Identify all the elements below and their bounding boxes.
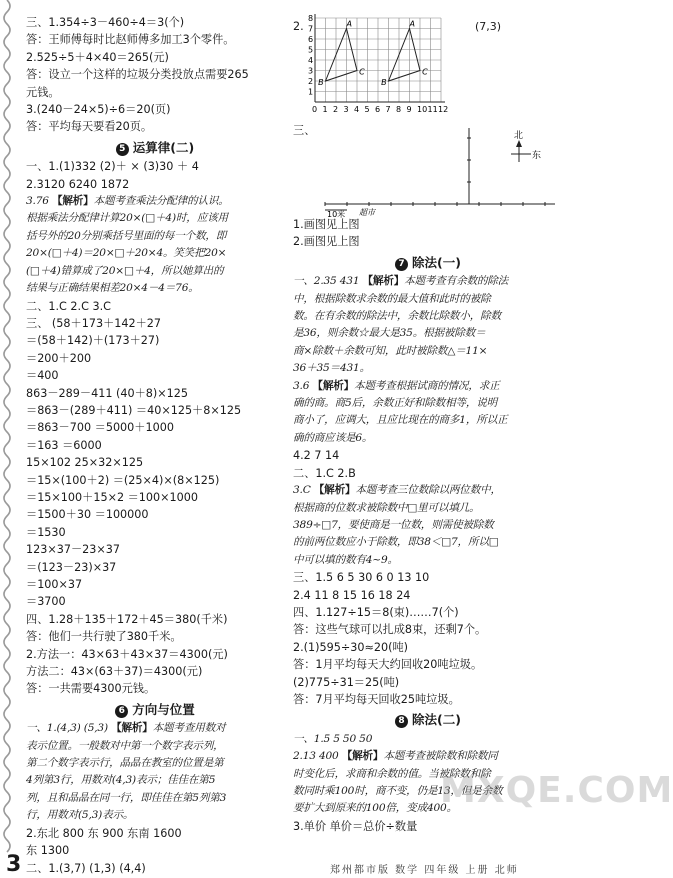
text-line: 答：平均每天要看20页。 <box>26 120 153 134</box>
left-column <box>26 14 284 877</box>
x-tick-label: 4 <box>354 105 360 114</box>
y-tick-label: 3 <box>308 66 314 76</box>
x-tick-label: 2 <box>333 105 339 114</box>
text-line: 数。在有余数的除法中，余数比除数小，除数 <box>293 310 501 323</box>
y-tick-label: 8 <box>308 14 314 23</box>
text-line: 二、1.C 2.C 3.C <box>26 299 111 313</box>
text-line: ＝1500＋30 ＝100000 <box>26 508 149 522</box>
text-line: 表示位置。一般数对中第一个数字表示列， <box>26 739 224 752</box>
section-title: 除法(一) <box>412 254 461 270</box>
text-line: 2.4 11 8 15 16 18 24 <box>293 588 411 602</box>
text-line: ＝(58＋142)＋(173＋27) <box>26 334 160 348</box>
x-tick-label: 8 <box>396 105 402 114</box>
text-line: ＝400 <box>26 369 59 383</box>
text-line: 2.东北 800 东 900 东南 1600 <box>26 826 182 840</box>
text-line: 的前两位数应小于除数，即38＜□7，所以□ <box>293 536 499 549</box>
section-three-label: 三、 <box>293 124 316 137</box>
text-line: 是36，则余数☆最大是35。根据被除数＝ <box>293 327 486 340</box>
text-line: 三、1.5 6 5 30 6 0 13 10 <box>293 571 430 585</box>
section-title: 方向与位置 <box>132 701 195 717</box>
answer-block-8 <box>293 818 563 835</box>
right-column <box>293 14 563 835</box>
text-line: 第二个数字表示行，晶晶在教室的位置是第 <box>26 757 224 770</box>
text-line: 元钱。 <box>26 85 60 99</box>
text-line: 2.13 400 【解析】本题考查被除数和除数同 <box>293 750 498 763</box>
text-line: 2.3120 6240 1872 <box>26 177 130 191</box>
section-header-7 <box>293 254 563 271</box>
vertex-label: C <box>422 67 428 77</box>
text-line: ＝863－(289＋411) ＝40×125＋8×125 <box>26 403 242 417</box>
text-line: 行，用数对(5,3)表示。 <box>26 809 134 822</box>
text-line: ＝1530 <box>26 525 66 539</box>
text-line: ＝163 ＝6000 <box>26 438 102 452</box>
text-line: ＝200＋200 <box>26 351 92 365</box>
place-label: 超市 <box>359 208 375 217</box>
text-line: 中，根据除数求余数的最大值和此时的被除 <box>293 292 491 305</box>
vertex-label: A <box>409 19 415 29</box>
text-line: 方法二：43×(63＋37)＝4300(元) <box>26 665 203 679</box>
text-line: (2)775÷31＝25(吨) <box>293 675 400 689</box>
text-line: 时变化后，求商和余数的值。当被除数和除 <box>293 767 491 780</box>
text-line: ＝15×(100＋2) ＝(25×4)×(8×125) <box>26 473 220 487</box>
text-line: 确的商应该是6。 <box>293 431 373 444</box>
text-line: 863－289－411 (40＋8)×125 <box>26 386 188 400</box>
text-line: 东 1300 <box>26 844 70 858</box>
text-line: 答：王师傅每时比赵师傅多加工3个零件。 <box>26 33 235 47</box>
text-line: 列，且和晶晶在同一行，即佳佳在第5列第3 <box>26 791 227 804</box>
text-line: 389÷□7，要使商是一位数，则需使被除数 <box>293 518 494 531</box>
section-header-8 <box>293 711 563 728</box>
x-tick-label: 1 <box>322 105 328 114</box>
compass-east-label: 东 <box>532 151 542 161</box>
text-line: 数同时乘100时，商不变，仍是13，但是余数 <box>293 785 503 797</box>
text-line: 根据乘法分配律计算20×(□＋4)时，应该用 <box>26 212 228 225</box>
analysis-block-6 <box>26 720 284 824</box>
analysis-block-5 <box>26 193 284 297</box>
x-tick-label: 7 <box>385 105 391 114</box>
section-number-badge: 8 <box>395 715 408 728</box>
text-line: 答：7月平均每天回收25吨垃圾。 <box>293 692 460 706</box>
text-line: 一、1.(4,3) (5,3) 【解析】本题考查用数对 <box>26 722 226 735</box>
text-line: 括号外的20分别乘括号里面的每一个数，即 <box>26 229 227 242</box>
y-tick-label: 4 <box>308 56 314 65</box>
text-line: 三、 (58＋173＋142＋27 <box>26 316 162 330</box>
text-line: 20×(□＋4)＝20×□＋20×4。笑笑把20× <box>26 247 227 260</box>
text-line: 3.76 【解析】本题考查乘法分配律的认识。 <box>26 195 229 208</box>
x-tick-label: 5 <box>364 105 370 114</box>
x-tick-label: 3 <box>343 105 349 114</box>
text-line: 2.方法一：43×63＋43×37＝4300(元) <box>26 647 228 661</box>
y-tick-label: 2 <box>308 77 314 86</box>
compass-icon <box>511 140 531 162</box>
section-number-badge: 5 <box>116 143 129 156</box>
text-line: 结果与正确结果相差20×4－4＝76。 <box>26 282 199 295</box>
text-line: 123×37－23×37 <box>26 543 120 557</box>
text-line: 36＋35＝431。 <box>293 362 370 375</box>
text-line: 四、1.28＋135＋172＋45＝380(千米) <box>26 612 228 626</box>
x-tick-label: 10 <box>417 105 428 114</box>
text-line: 二、1.C 2.B <box>293 466 356 480</box>
text-line: 一、1.(1)332 (2)＋ × (3)30 ＋ 4 <box>26 160 199 174</box>
text-line: ＝863－700 ＝5000＋1000 <box>26 421 174 435</box>
text-line: 4.2 7 14 <box>293 449 340 463</box>
answer-block-5a <box>26 158 284 193</box>
text-line: 答：这些气球可以扎成8束，还剩7个。 <box>293 623 487 637</box>
text-line: 2.画图见上图 <box>293 235 360 249</box>
text-line: 三、1.354÷3－460÷4＝3(个) <box>26 16 185 29</box>
coordinate-answer: (7,3) <box>475 20 502 33</box>
text-line: 确的商。商5后，余数正好和除数相等，说明 <box>293 397 498 410</box>
text-line: 3.6 【解析】本题考查根据试商的情况，求正 <box>293 379 500 392</box>
text-line: 答：一共需要4300元钱。 <box>26 682 156 696</box>
text-line: 答：设立一个这样的垃圾分类投放点需要265 <box>26 68 249 82</box>
text-line: 中可以填的数有4~9。 <box>293 553 398 566</box>
coordinate-grid <box>293 14 473 118</box>
section-number-badge: 6 <box>115 705 128 718</box>
y-tick-label: 7 <box>308 24 314 34</box>
vertex-label: A <box>346 19 352 29</box>
text-line: 根据商的位数求被除数中□里可以填几。 <box>293 501 480 514</box>
scale-label: 10米 <box>327 210 346 219</box>
triangle-translated <box>389 29 421 82</box>
section-number-badge: 7 <box>395 258 408 271</box>
text-line: (□＋4)错算成了20×□＋4，所以她算出的 <box>26 264 224 277</box>
grid-figure <box>293 14 563 118</box>
text-line: 一、1.5 5 50 50 <box>293 732 373 745</box>
text-line: 4列第3行，用数对(4,3)表示；佳佳在第5 <box>26 774 216 787</box>
answer-block-top <box>26 14 284 136</box>
text-line: ＝100×37 <box>26 578 83 591</box>
text-line: 1.画图见上图 <box>293 218 360 231</box>
text-line: 商小了，应调大，且应比现在的商多1，所以正 <box>293 414 508 427</box>
x-tick-label: 9 <box>406 105 412 114</box>
text-line: 答：他们一共行驶了380千米。 <box>26 630 182 644</box>
section-title: 除法(二) <box>412 712 461 728</box>
route-map <box>293 118 563 219</box>
analysis-block-7b <box>293 378 563 448</box>
text-line: ＝15×100＋15×2 ＝100×1000 <box>26 490 199 504</box>
text-line: 15×102 25×32×125 <box>26 456 144 470</box>
compass-north-label: 北 <box>514 131 524 141</box>
x-tick-label: 12 <box>438 105 449 114</box>
triangle-original <box>326 29 358 82</box>
watermark: MXQE.COM <box>440 770 673 811</box>
text-line: 商×除数＋余数可知，此时被除数△＝11× <box>293 344 488 357</box>
x-tick-label: 6 <box>375 105 381 114</box>
text-line: 2.(1)595÷30≈20(吨) <box>293 640 409 654</box>
text-line: 2.525÷5＋4×40＝265(元) <box>26 50 169 64</box>
footer-text: 郑州都市版 数学 四年级 上册 北师 <box>330 865 519 876</box>
x-tick-label: 11 <box>427 105 438 114</box>
text-line: 一、2.35 431 【解析】本题考查有余数的除法 <box>293 275 509 288</box>
text-line: 3.单价 单价＝总价÷数量 <box>293 819 418 833</box>
answer-block-figures <box>293 216 563 251</box>
wavy-border <box>0 0 14 878</box>
text-line: 3.C 【解析】本题考查三位数除以两位数中， <box>293 484 501 497</box>
page-footer <box>0 852 574 878</box>
section-header-5 <box>26 139 284 156</box>
analysis-block-7c <box>293 482 563 569</box>
vertex-label: B <box>381 78 387 88</box>
answer-block-5b <box>26 298 284 698</box>
y-tick-label: 6 <box>308 35 314 44</box>
text-line: ＝3700 <box>26 595 66 609</box>
vertex-label: B <box>318 78 324 88</box>
text-line: 四、1.127÷15＝8(束)……7(个) <box>293 605 459 619</box>
answer-block-7a <box>293 447 563 482</box>
vertex-label: C <box>359 67 365 77</box>
answer-block-7b <box>293 569 563 708</box>
text-line: ＝(123－23)×37 <box>26 560 117 574</box>
x-tick-label: 0 <box>312 105 318 114</box>
y-tick-label: 5 <box>308 45 314 55</box>
grid-question-label: 2. <box>293 20 304 33</box>
text-line: 3.(240－24×5)÷6＝20(页) <box>26 103 171 117</box>
section-title: 运算律(二) <box>132 139 195 155</box>
text-line: 二、1.(3,7) (1,3) (4,4) <box>26 861 146 875</box>
section-header-6 <box>26 701 284 718</box>
map-figure <box>293 118 563 219</box>
page-number: 3 <box>6 852 22 877</box>
y-tick-label: 1 <box>308 87 314 97</box>
scale-ticks <box>325 138 545 206</box>
analysis-block-7a <box>293 273 563 377</box>
text-line: 答：1月平均每天大约回收20吨垃圾。 <box>293 658 483 672</box>
text-line: 要扩大到原来的100倍，变成400。 <box>293 802 457 815</box>
